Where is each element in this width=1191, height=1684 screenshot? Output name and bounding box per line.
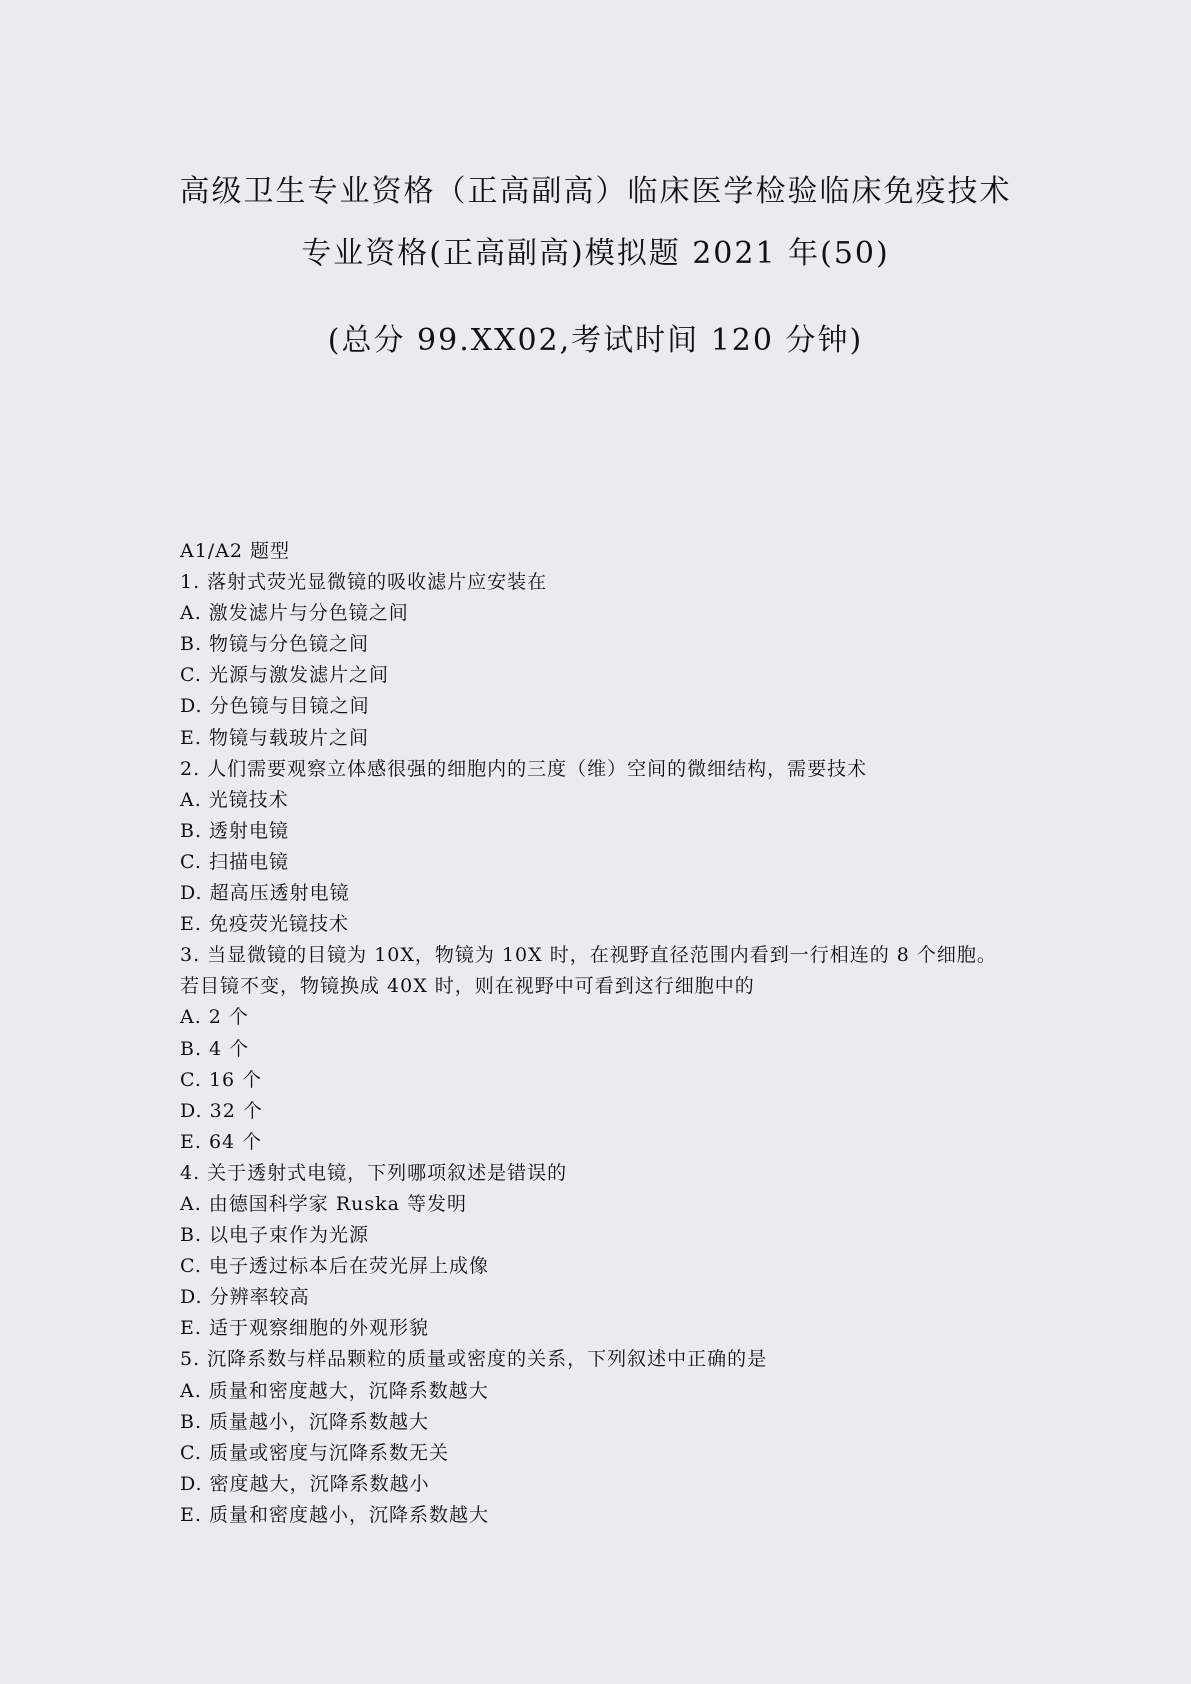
option-c: C. 扫描电镜 [180,850,289,873]
question-5 [180,1344,1060,1531]
question-stem: 3. 当显微镜的目镜为 10X，物镜为 10X 时，在视野直径范围内看到一行相连的 8 个细胞。 [180,944,997,967]
option-d: D. 密度越大，沉降系数越小 [180,1472,430,1495]
option-d: D. 分辨率较高 [180,1286,310,1309]
question-list [180,536,1060,1531]
option-a: A. 光镜技术 [180,788,289,811]
question-stem-continued: 若目镜不变，物镜换成 40X 时，则在视野中可看到这行细胞中的 [180,975,755,998]
option-b: B. 透射电镜 [180,819,290,842]
option-b: B. 以电子束作为光源 [180,1224,370,1247]
option-c: C. 16 个 [180,1068,263,1091]
score-info: (总分 99.XX02,考试时间 120 分钟) [327,323,864,358]
option-c: C. 质量或密度与沉降系数无关 [180,1441,449,1464]
question-stem: 5. 沉降系数与样品颗粒的质量或密度的关系，下列叙述中正确的是 [180,1348,768,1371]
option-e: E. 适于观察细胞的外观形貌 [180,1317,429,1340]
question-2 [180,754,1060,941]
document-title-line2: 专业资格(正高副高)模拟题 2021 年(50) [301,236,890,271]
option-d: D. 32 个 [180,1099,263,1122]
option-c: C. 光源与激发滤片之间 [180,664,389,687]
option-a: A. 由德国科学家 Ruska 等发明 [180,1192,468,1215]
document-title-line1: 高级卫生专业资格（正高副高）临床医学检验临床免疫技术 [179,174,1012,209]
option-d: D. 分色镜与目镜之间 [180,695,370,718]
question-stem: 4. 关于透射式电镜，下列哪项叙述是错误的 [180,1161,568,1184]
question-1 [180,567,1060,754]
question-3 [180,940,1060,1158]
option-b: B. 物镜与分色镜之间 [180,633,370,656]
option-e: E. 质量和密度越小，沉降系数越大 [180,1503,489,1526]
question-stem: 2. 人们需要观察立体感很强的细胞内的三度（维）空间的微细结构，需要技术 [180,757,868,780]
section-heading: A1/A2 题型 [180,540,291,562]
option-a: A. 质量和密度越大，沉降系数越大 [180,1379,489,1402]
option-e: E. 免疫荧光镜技术 [180,913,349,936]
option-b: B. 质量越小，沉降系数越大 [180,1410,430,1433]
option-a: A. 激发滤片与分色镜之间 [180,602,409,625]
option-e: E. 物镜与载玻片之间 [180,726,369,749]
option-e: E. 64 个 [180,1130,263,1153]
option-b: B. 4 个 [180,1037,250,1060]
option-a: A. 2 个 [180,1006,249,1029]
option-c: C. 电子透过标本后在荧光屏上成像 [180,1255,489,1278]
question-4 [180,1158,1060,1345]
question-stem: 1. 落射式荧光显微镜的吸收滤片应安装在 [180,571,548,594]
option-d: D. 超高压透射电镜 [180,882,350,905]
